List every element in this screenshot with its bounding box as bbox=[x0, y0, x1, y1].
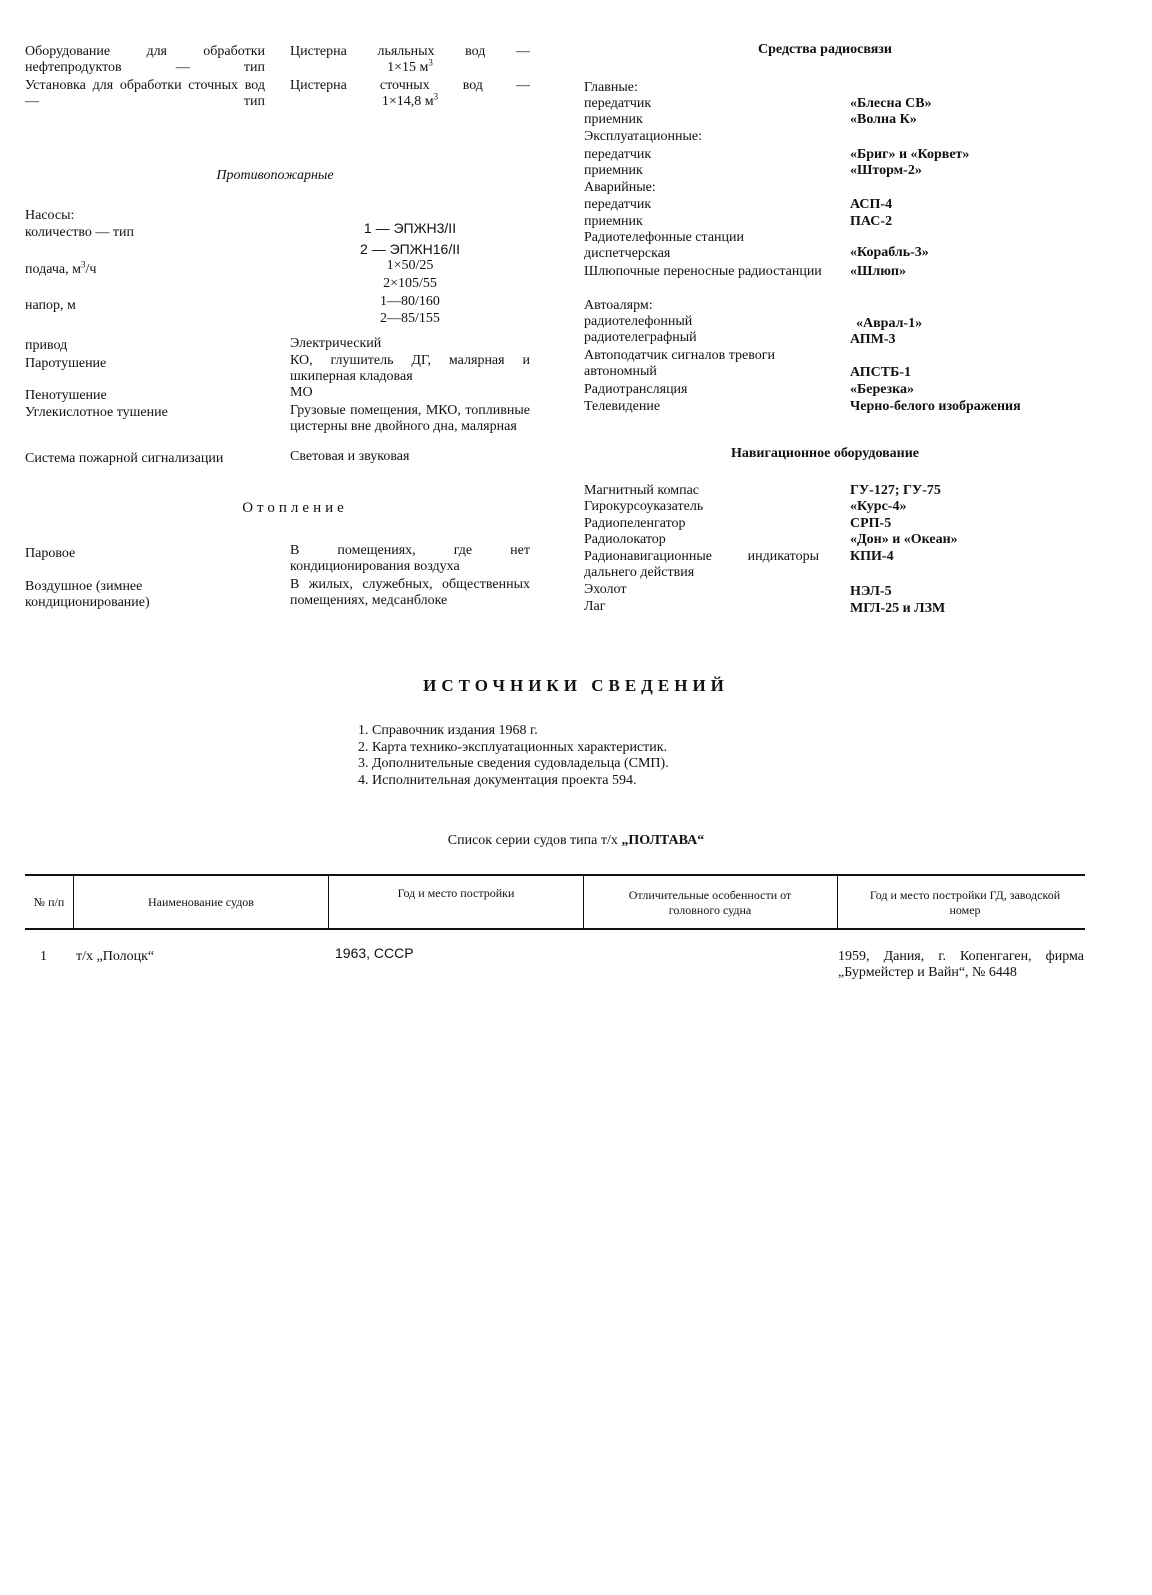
radio-emerg-tx-value: АСП-4 bbox=[850, 197, 893, 212]
sewage-processing-value-line1: Цистерна сточных вод — bbox=[290, 78, 530, 93]
radio-main-tx-value: «Блесна СВ» bbox=[850, 96, 932, 111]
pumps-head-label: напор, м bbox=[25, 298, 76, 313]
steam-extinguishing-label: Паротушение bbox=[25, 356, 107, 371]
radio-auto-value: АПСТБ-1 bbox=[850, 365, 912, 380]
heating-air-label: Воздушное (зимнее кондиционирование) bbox=[25, 579, 150, 610]
radio-rtg-label: радиотелеграфный bbox=[584, 330, 697, 345]
table-col-divider bbox=[837, 876, 838, 929]
nav-section-title: Навигационное оборудование bbox=[730, 446, 920, 461]
radio-main-heading: Главные: bbox=[584, 80, 638, 95]
pumps-heading: Насосы: bbox=[25, 208, 75, 223]
heating-steam-label: Паровое bbox=[25, 546, 76, 561]
nav-rnav-label: Радионавигационные индикаторы дальнего действия bbox=[584, 549, 819, 580]
radio-ops-tx-label: передатчик bbox=[584, 147, 652, 162]
nav-compass-label: Магнитный компас bbox=[584, 483, 700, 498]
pumps-flow-value-1: 1×50/25 bbox=[386, 258, 434, 273]
fire-alarm-label: Система пожарной сигнализации bbox=[25, 451, 224, 466]
pumps-head-value-2: 2—85/155 bbox=[380, 311, 440, 326]
radio-rtg-value: АПМ-3 bbox=[850, 332, 896, 347]
radio-rts-value: «Корабль-3» bbox=[850, 245, 929, 260]
nav-compass-value: ГУ-127; ГУ-75 bbox=[850, 483, 941, 498]
pumps-qty-value-1: 1 — ЭПЖН3/II bbox=[363, 220, 457, 236]
nav-gyro-value: «Курс-4» bbox=[850, 499, 907, 514]
row-engine: 1959, Дания, г. Копенгаген, фирма „Бурмейстер и Вайн“, № 6448 bbox=[838, 949, 1084, 980]
radio-emerg-rx-value: ПАС-2 bbox=[850, 214, 893, 229]
sources-title: ИСТОЧНИКИ СВЕДЕНИЙ bbox=[423, 676, 729, 695]
sewage-processing-value-line2: 1×14,8 $м^3$ bbox=[381, 91, 439, 109]
drive-value: Электрический bbox=[290, 336, 382, 351]
sources-item: 1. Справочник издания 1968 г. bbox=[358, 723, 538, 738]
heating-steam-value: В помещениях, где нет кондиционирования воздуха bbox=[290, 543, 530, 574]
nav-radar-label: Радиолокатор bbox=[584, 532, 666, 547]
sources-list bbox=[358, 723, 669, 789]
pumps-qty-value-2: 2 — ЭПЖН16/II bbox=[360, 241, 460, 257]
radio-ops-rx-label: приемник bbox=[584, 163, 643, 178]
sources-item: 2. Карта технико-эксплуатационных характеристик. bbox=[358, 739, 668, 755]
radio-section-title: Средства радиосвязи bbox=[758, 42, 892, 57]
fire-alarm-value: Световая и звуковая bbox=[290, 449, 410, 464]
table-header-num: № п/п bbox=[33, 895, 65, 909]
oil-processing-value-line1: Цистерна льяльных вод — bbox=[290, 44, 530, 59]
radio-ops-heading: Эксплуатационные: bbox=[584, 129, 703, 144]
series-title: Список серии судов типа т/х „ПОЛТАВА“ bbox=[447, 833, 705, 848]
heating-air-value: В жилых, служебных, общественных помещениях, медсанблоке bbox=[290, 577, 530, 608]
pumps-flow-label: подача, $м^3/ч$ bbox=[25, 259, 97, 277]
radio-emerg-heading: Аварийные: bbox=[584, 180, 656, 195]
table-header-diff: Отличительные особенности от головного судна bbox=[628, 888, 792, 917]
pumps-qty-label: количество — тип bbox=[25, 225, 134, 240]
radio-autoalarm-heading: Автоалярм: bbox=[584, 298, 653, 313]
fire-section-title: Противопожарные bbox=[216, 168, 334, 183]
row-num: 1 bbox=[40, 949, 47, 964]
drive-label: привод bbox=[25, 338, 68, 353]
radio-broadcast-label: Радиотрансляция bbox=[584, 382, 688, 397]
radio-emerg-rx-label: приемник bbox=[584, 214, 643, 229]
row-built: 1963, СССР bbox=[335, 945, 414, 961]
pumps-head-value-1: 1—80/160 bbox=[380, 294, 440, 309]
radio-emerg-tx-label: передатчик bbox=[584, 197, 652, 212]
radio-main-rx-value: «Волна К» bbox=[850, 112, 917, 127]
radio-auto-label: Автоподатчик сигналов тревоги автономный bbox=[584, 348, 775, 379]
radio-tv-label: Телевидение bbox=[584, 399, 661, 414]
co2-extinguishing-value: Грузовые помещения, МКО, топливные цистерны вне двойного дна, малярная bbox=[290, 403, 530, 434]
nav-log-value: МГЛ-25 и ЛЗМ bbox=[850, 601, 946, 616]
pumps-flow-value-2: 2×105/55 bbox=[383, 276, 437, 291]
radio-rtph-label: радиотелефонный bbox=[584, 314, 693, 329]
radio-tv-value: Черно-белого изображения bbox=[850, 399, 1021, 414]
table-top-rule bbox=[25, 874, 1085, 876]
sources-item: 4. Исполнительная документация проекта 594. bbox=[358, 772, 637, 788]
co2-extinguishing-label: Углекислотное тушение bbox=[25, 405, 168, 420]
radio-rts-label: Радиотелефонные станции диспетчерская bbox=[584, 230, 744, 261]
heating-section-title: Отопление bbox=[242, 500, 348, 516]
radio-main-rx-label: приемник bbox=[584, 112, 643, 127]
nav-df-value: СРП-5 bbox=[850, 516, 892, 531]
radio-boat-label: Шлюпочные переносные радиостанции bbox=[584, 264, 822, 279]
steam-extinguishing-value: КО, глушитель ДГ, малярная и шкиперная кладовая bbox=[290, 353, 530, 384]
sewage-processing-label: Установка для обработки сточных вод — тип bbox=[25, 78, 265, 109]
radio-boat-value: «Шлюп» bbox=[850, 264, 906, 279]
table-header-rule bbox=[25, 928, 1085, 930]
nav-radar-value: «Дон» и «Океан» bbox=[850, 532, 958, 547]
foam-extinguishing-label: Пенотушение bbox=[25, 388, 107, 403]
nav-df-label: Радиопеленгатор bbox=[584, 516, 686, 531]
oil-processing-value-line2: 1×15 $м^3$ bbox=[387, 57, 433, 75]
table-header-name: Наименование судов bbox=[148, 895, 254, 909]
nav-sounder-value: НЭЛ-5 bbox=[850, 584, 892, 599]
table-header-engine: Год и место постройки ГД, заводской номер bbox=[869, 888, 1061, 917]
table-col-divider bbox=[328, 876, 329, 929]
row-ship-name: т/х „Полоцк“ bbox=[76, 949, 155, 964]
table-col-divider bbox=[583, 876, 584, 929]
radio-rtph-value: «Аврал-1» bbox=[856, 316, 923, 331]
sources-item: 3. Дополнительные сведения судовладельца (СМП). bbox=[358, 756, 669, 771]
nav-rnav-value: КПИ-4 bbox=[850, 549, 894, 564]
radio-ops-rx-value: «Шторм-2» bbox=[850, 163, 922, 178]
radio-ops-tx-value: «Бриг» и «Корвет» bbox=[850, 147, 970, 162]
foam-extinguishing-value: МО bbox=[290, 385, 313, 400]
nav-sounder-label: Эхолот bbox=[584, 582, 627, 597]
radio-main-tx-label: передатчик bbox=[584, 96, 652, 111]
nav-log-label: Лаг bbox=[584, 599, 606, 614]
nav-gyro-label: Гирокурсоуказатель bbox=[584, 499, 704, 514]
table-header-built: Год и место постройки bbox=[397, 886, 515, 900]
radio-broadcast-value: «Березка» bbox=[850, 382, 914, 397]
oil-processing-label: Оборудование для обработки нефтепродуктов — тип bbox=[25, 44, 265, 75]
